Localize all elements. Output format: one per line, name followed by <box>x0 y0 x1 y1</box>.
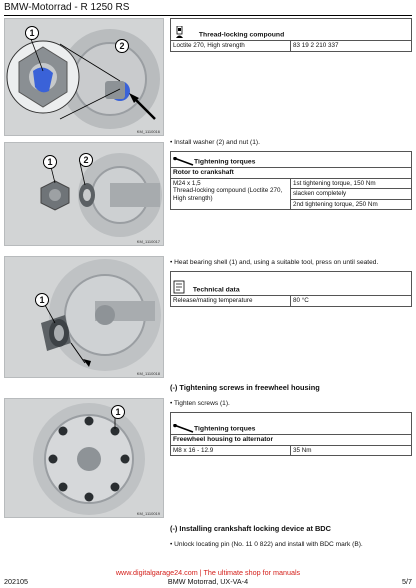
instruction-bullet: • Install washer (2) and nut (1). <box>170 139 260 146</box>
table-title: Technical data <box>192 286 240 294</box>
tightening-torque-table <box>170 412 412 456</box>
engine-illustration-step4 <box>5 399 164 518</box>
callout-2: 2 <box>79 153 93 167</box>
engine-photo-step4 <box>4 398 164 518</box>
table-title: Thread-locking compound <box>198 31 285 39</box>
footer-date: 202105 <box>4 577 28 586</box>
instruction-bullet: • Tighten screws (1). <box>170 400 230 407</box>
table-title: Tightening torques <box>194 425 256 433</box>
engine-photo-step1 <box>4 18 164 136</box>
table-cell: 80 °C <box>291 296 412 307</box>
table-header <box>171 413 412 435</box>
callout-2: 2 <box>115 39 129 53</box>
watermark-ad-link[interactable]: www.digitalgarage24.com | The ultimate shop for manuals <box>115 568 301 577</box>
section-heading: (-) Installing crankshaft locking device at BDC <box>170 524 331 533</box>
callout-1: 1 <box>111 405 125 419</box>
table-subtitle: Rotor to crankshaft <box>171 168 412 179</box>
table-header <box>171 152 412 168</box>
table-cell <box>171 178 291 210</box>
instruction-text: Heat bearing shell (1) and, using a suitable tool, press on until seated. <box>174 259 379 266</box>
instruction-bullet: • Unlock locating pin (No. 11 0 822) and install with BDC mark (B). <box>170 541 363 548</box>
table-cell: Loctite 270, High strength <box>171 41 291 52</box>
table-cell: 1st tightening torque, 150 Nm <box>291 178 412 189</box>
technical-data-icon <box>173 287 193 294</box>
spec-compound: Thread-locking compound (Loctite 270, High strength) <box>173 187 283 202</box>
engine-photo-step2 <box>4 142 164 246</box>
section-heading: (-) Tightening screws in freewheel housing <box>170 383 320 392</box>
image-code: KM_1110017 <box>136 239 160 244</box>
image-code: KM_1110019 <box>136 511 160 516</box>
table-cell: 83 19 2 210 337 <box>291 41 412 52</box>
table-header <box>171 19 412 41</box>
table-cell: 35 Nm <box>291 445 412 456</box>
wrench-icon <box>173 159 194 166</box>
table-cell: Release/mating temperature <box>171 296 291 307</box>
wrench-icon <box>173 426 194 433</box>
table-cell: slacken completely <box>291 189 412 200</box>
tightening-torque-table <box>170 151 412 210</box>
header-rule <box>4 15 412 16</box>
thread-locking-table <box>170 18 412 52</box>
instruction-text: Tighten screws (1). <box>174 400 230 407</box>
instruction-text: Unlock locating pin (No. 11 0 822) and install with BDC mark (B). <box>174 541 363 548</box>
image-code: KM_1110016 <box>136 129 160 134</box>
footer-source: BMW Motorrad, UX-VA-4 <box>167 577 249 586</box>
table-header <box>171 272 412 296</box>
instruction-bullet: • Heat bearing shell (1) and, using a suitable tool, press on until seated. <box>170 259 379 266</box>
table-cell: 2nd tightening torque, 250 Nm <box>291 199 412 210</box>
spec-size: M24 x 1,5 <box>173 179 201 187</box>
page-number: 5/7 <box>402 577 412 586</box>
engine-illustration-step3 <box>5 257 164 378</box>
instruction-text: Install washer (2) and nut (1). <box>174 139 260 146</box>
table-title: Tightening torques <box>194 158 256 166</box>
thread-locking-icon <box>173 32 199 39</box>
callout-1: 1 <box>43 155 57 169</box>
engine-photo-step3 <box>4 256 164 378</box>
image-code: KM_1110018 <box>136 371 160 376</box>
callout-1: 1 <box>35 293 49 307</box>
document-title: BMW-Motorrad - R 1250 RS <box>4 2 130 13</box>
table-cell: M8 x 16 - 12.9 <box>171 445 291 456</box>
callout-1: 1 <box>25 26 39 40</box>
table-subtitle: Freewheel housing to alternator <box>171 435 412 446</box>
technical-data-table <box>170 271 412 307</box>
